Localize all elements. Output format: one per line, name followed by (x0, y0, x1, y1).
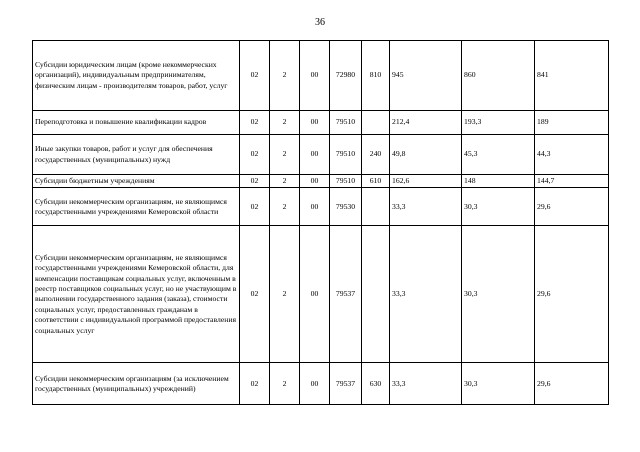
code-subprogram: 00 (300, 226, 330, 363)
value-year-2: 148 (462, 175, 535, 188)
code-program: 2 (270, 188, 300, 226)
code-direction: 79530 (330, 188, 362, 226)
page-number: 36 (315, 17, 325, 28)
value-year-2: 45,3 (462, 135, 535, 175)
code-program: 2 (270, 135, 300, 175)
value-year-1: 162,6 (390, 175, 462, 188)
value-year-3: 189 (535, 111, 609, 135)
code-direction: 79510 (330, 135, 362, 175)
value-year-1: 33,3 (390, 226, 462, 363)
code-ministry: 02 (240, 41, 270, 111)
value-year-1: 33,3 (390, 188, 462, 226)
value-year-2: 860 (462, 41, 535, 111)
code-program: 2 (270, 111, 300, 135)
code-ministry: 02 (240, 226, 270, 363)
code-expense-type (362, 226, 390, 363)
row-name: Иные закупки товаров, работ и услуг для обеспечения государственных (муниципальных) нужд (33, 135, 240, 175)
value-year-3: 841 (535, 41, 609, 111)
code-subprogram: 00 (300, 363, 330, 405)
code-subprogram: 00 (300, 188, 330, 226)
code-direction: 72980 (330, 41, 362, 111)
code-expense-type: 610 (362, 175, 390, 188)
value-year-3: 29,6 (535, 226, 609, 363)
code-expense-type (362, 111, 390, 135)
table-row (33, 363, 609, 405)
code-direction: 79510 (330, 111, 362, 135)
table-row (33, 188, 609, 226)
row-name: Субсидии некоммерческим организациям, не являющимся государственными учреждениями Кемеровской области, для компенсации поставщикам социальных услуг, включенным в реестр поставщиков социальных услуг, но не участвующим в выполнении государственного задания (заказа), стоимости социальных услуг, предоставленных гражданам в соответствии с индивидуальной программой предоставления социальных услуг (33, 226, 240, 363)
budget-table (32, 40, 609, 405)
code-subprogram: 00 (300, 175, 330, 188)
code-ministry: 02 (240, 188, 270, 226)
code-program: 2 (270, 363, 300, 405)
value-year-1: 33,3 (390, 363, 462, 405)
code-direction: 79537 (330, 363, 362, 405)
code-program: 2 (270, 41, 300, 111)
value-year-1: 212,4 (390, 111, 462, 135)
code-ministry: 02 (240, 111, 270, 135)
row-name: Субсидии бюджетным учреждениям (33, 175, 240, 188)
table-row (33, 41, 609, 111)
code-subprogram: 00 (300, 111, 330, 135)
code-direction: 79537 (330, 226, 362, 363)
code-program: 2 (270, 226, 300, 363)
code-expense-type (362, 188, 390, 226)
value-year-1: 49,8 (390, 135, 462, 175)
code-expense-type: 810 (362, 41, 390, 111)
table-row (33, 226, 609, 363)
value-year-3: 29,6 (535, 363, 609, 405)
table-row (33, 175, 609, 188)
row-name: Субсидии некоммерческим организациям, не являющимся государственными учреждениями Кемеровской области (33, 188, 240, 226)
code-ministry: 02 (240, 135, 270, 175)
value-year-2: 30,3 (462, 363, 535, 405)
table-row (33, 135, 609, 175)
code-ministry: 02 (240, 363, 270, 405)
table-row (33, 111, 609, 135)
row-name: Субсидии юридическим лицам (кроме некоммерческих организаций), индивидуальным предпринимателям, физическим лицам - производителям товаров, работ, услуг (33, 41, 240, 111)
code-program: 2 (270, 175, 300, 188)
row-name: Субсидии некоммерческим организациям (за исключением государственных (муниципальных) учреждений) (33, 363, 240, 405)
code-direction: 79510 (330, 175, 362, 188)
value-year-3: 29,6 (535, 188, 609, 226)
code-expense-type: 630 (362, 363, 390, 405)
value-year-2: 30,3 (462, 188, 535, 226)
row-name: Переподготовка и повышение квалификации кадров (33, 111, 240, 135)
value-year-1: 945 (390, 41, 462, 111)
value-year-2: 30,3 (462, 226, 535, 363)
value-year-2: 193,3 (462, 111, 535, 135)
value-year-3: 144,7 (535, 175, 609, 188)
code-subprogram: 00 (300, 135, 330, 175)
code-subprogram: 00 (300, 41, 330, 111)
value-year-3: 44,3 (535, 135, 609, 175)
code-ministry: 02 (240, 175, 270, 188)
code-expense-type: 240 (362, 135, 390, 175)
